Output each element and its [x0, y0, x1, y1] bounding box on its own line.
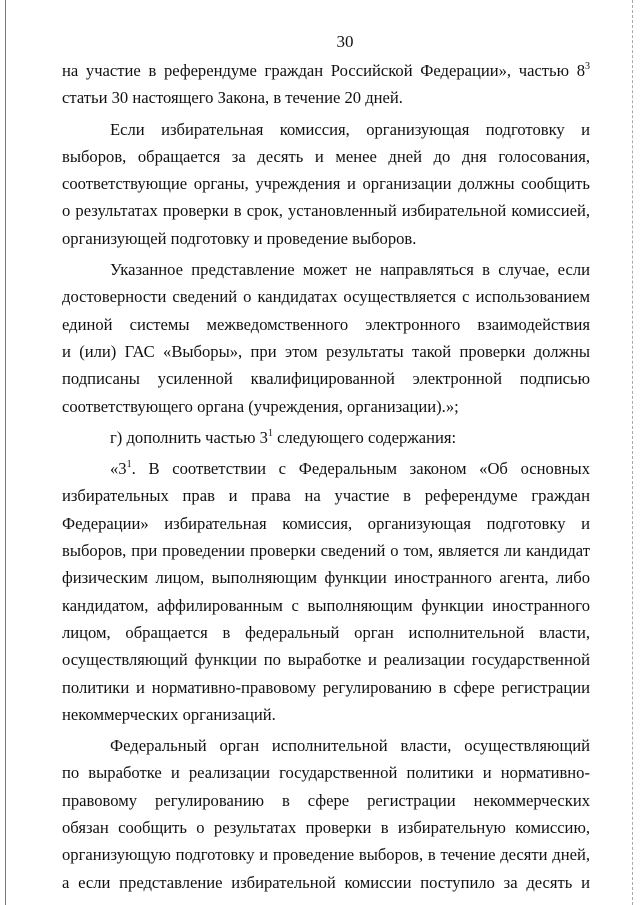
text-segment: физическим лицом, выполняющим функции иностранного агента, либо [62, 568, 590, 588]
text-segment: некоммерческих организаций. [62, 704, 276, 724]
text-line [62, 759, 590, 786]
text-line [62, 455, 590, 482]
paragraph [62, 256, 590, 420]
text-segment: избирательных прав и права на участие в референдуме граждан [62, 486, 590, 506]
text-segment: соответствующие органы, учреждения и организации должны сообщить [62, 174, 590, 194]
text-line [62, 674, 590, 701]
text-line [62, 143, 590, 170]
superscript: 1 [267, 427, 273, 439]
text-segment: а если представление избирательной комиссии поступило за десять и [62, 872, 590, 892]
text-line [62, 256, 590, 283]
text-line [62, 814, 590, 841]
paragraph [62, 732, 590, 896]
text-segment: лицом, обращается в федеральный орган исполнительной власти, [62, 622, 590, 642]
text-line [62, 787, 590, 814]
text-segment: организующую подготовку и проведение выборов, в течение десяти дней, [62, 845, 590, 865]
text-segment: г) дополнить частью 3 [110, 427, 268, 447]
text-line [62, 338, 590, 365]
text-line [62, 482, 590, 509]
text-segment: на участие в референдуме граждан Российской Федерации», частью 8 [62, 61, 585, 80]
text-segment: выборов, при проведении проверки сведений о том, является ли кандидат [62, 541, 590, 561]
superscript: 1 [126, 459, 132, 471]
text-segment: Указанное представление может не направляться в случае, если [110, 260, 590, 280]
text-segment: организующей подготовку и проведение выборов. [62, 228, 417, 248]
text-segment: достоверности сведений о кандидатах осуществляется с использованием [62, 287, 590, 307]
text-line [62, 732, 590, 759]
text-segment: о результатах проверки в срок, установленный избирательной комиссией, [62, 201, 590, 221]
text-segment: обязан сообщить о результатах проверки в избирательную комиссию, [62, 818, 590, 838]
text-segment: единой системы межведомственного электронного взаимодействия [62, 314, 590, 334]
text-segment: статьи 30 настоящего Закона, в течение 20 дней. [62, 88, 403, 108]
text-segment: по выработке и реализации государственной политики и нормативно- [62, 763, 590, 783]
text-segment: . В соответствии с Федеральным законом «Об основных [131, 459, 590, 479]
text-line [62, 646, 590, 673]
paragraph [62, 116, 590, 252]
text-segment: политики и нормативно-правовому регулированию в сфере регистрации [62, 677, 590, 697]
text-line [62, 84, 590, 111]
text-line [62, 510, 590, 537]
text-line [62, 701, 590, 728]
text-line [62, 869, 590, 896]
paragraph [62, 424, 590, 451]
text-line [62, 365, 590, 392]
text-line [62, 393, 590, 420]
text-segment: кандидатом, аффилированным с выполняющим функции иностранного [62, 595, 590, 615]
text-segment: правовому регулированию в сфере регистрации некоммерческих [62, 790, 590, 810]
text-line [62, 57, 590, 84]
page-number: 30 [336, 32, 354, 51]
text-segment: «3 [110, 459, 127, 479]
paragraph [62, 455, 590, 728]
text-line [62, 592, 590, 619]
text-line [62, 283, 590, 310]
document-body [62, 57, 590, 900]
text-segment: подписаны усиленной квалифицированной электронной подписью [62, 369, 590, 389]
text-segment: осуществляющий функции по выработке и реализации государственной [62, 650, 590, 670]
superscript: 3 [585, 61, 590, 72]
scan-edge-left [5, 0, 6, 905]
text-line [62, 116, 590, 143]
text-segment: выборов, обращается за десять и менее дней до дня голосования, [62, 146, 590, 166]
text-segment: следующего содержания: [272, 427, 457, 447]
text-line [62, 841, 590, 868]
text-line [62, 311, 590, 338]
text-line [62, 197, 590, 224]
text-line [62, 537, 590, 564]
text-line [62, 619, 590, 646]
text-line [62, 564, 590, 591]
text-segment: Федерации» избирательная комиссия, организующая подготовку и [62, 513, 590, 533]
text-line [62, 225, 590, 252]
text-segment: Если избирательная комиссия, организующая подготовку и [110, 119, 590, 139]
paragraph [62, 57, 590, 112]
text-segment: Федеральный орган исполнительной власти, осуществляющий [110, 736, 590, 756]
text-segment: соответствующего органа (учреждения, организации).»; [62, 396, 459, 416]
text-segment: и (или) ГАС «Выборы», при этом результаты такой проверки должны [62, 341, 590, 361]
scan-edge-right [632, 0, 633, 905]
text-line [62, 424, 590, 451]
text-line [62, 170, 590, 197]
